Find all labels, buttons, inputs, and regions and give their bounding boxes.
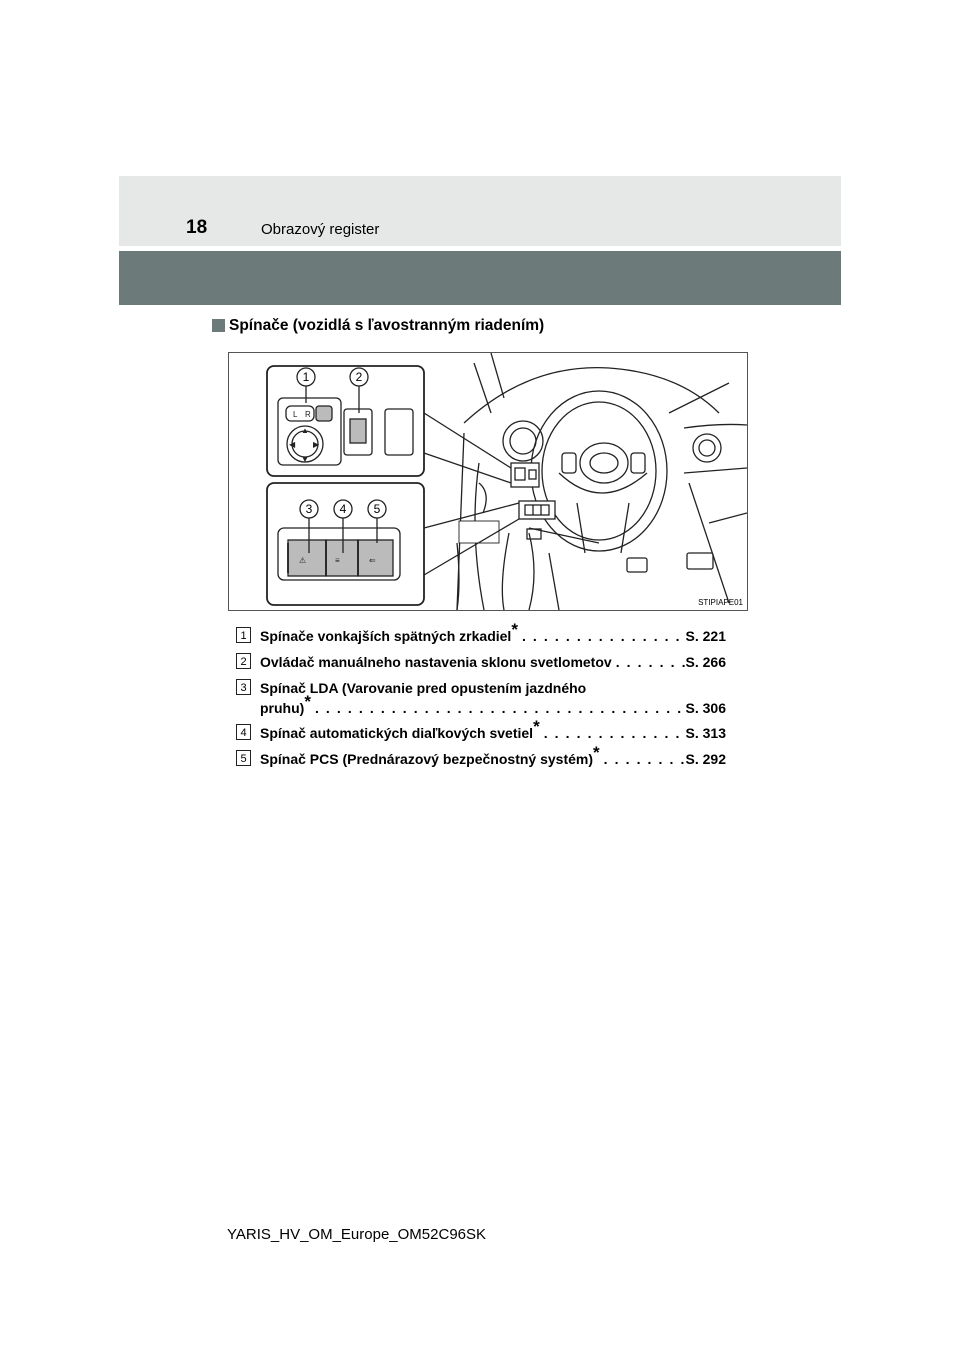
leader-dots xyxy=(311,698,686,718)
item-label: Spínač automatických diaľkových svetiel xyxy=(260,725,534,741)
asterisk-icon: * xyxy=(511,620,518,639)
svg-text:▲: ▲ xyxy=(301,426,309,435)
page-number: 18 xyxy=(186,217,208,238)
svg-text:L: L xyxy=(293,410,298,419)
callout-1: 1 xyxy=(302,370,310,384)
list-item xyxy=(236,678,726,718)
asterisk-icon: * xyxy=(533,717,540,736)
item-label: Spínače vonkajších spätných zrkadiel xyxy=(260,628,512,644)
svg-text:◀: ◀ xyxy=(289,440,296,449)
svg-text:R: R xyxy=(305,410,311,419)
list-item xyxy=(236,620,726,646)
svg-text:▼: ▼ xyxy=(301,455,309,464)
svg-text:≡: ≡ xyxy=(335,556,340,565)
callout-3: 3 xyxy=(305,502,313,516)
section-marker-icon xyxy=(212,319,225,332)
svg-text:⇐: ⇐ xyxy=(369,556,376,565)
page-ref[interactable]: S. 266 xyxy=(685,654,726,670)
asterisk-icon: * xyxy=(304,692,311,711)
svg-text:⚠: ⚠ xyxy=(299,556,307,565)
page-ref[interactable]: S. 306 xyxy=(685,700,726,716)
footer-doc-id: YARIS_HV_OM_Europe_OM52C96SK xyxy=(227,1226,487,1243)
section-title: Spínače (vozidlá s ľavostranným riadením) xyxy=(229,317,545,334)
leader-dots xyxy=(518,626,686,646)
item-number: 3 xyxy=(236,679,251,695)
item-label: Spínač LDA (Varovanie pred opustením jazdného xyxy=(260,680,587,696)
item-label-continued: pruhu) xyxy=(260,700,305,716)
dashboard-drawing xyxy=(229,353,747,610)
asterisk-icon: * xyxy=(593,743,600,762)
svg-text:▶: ▶ xyxy=(313,440,320,449)
callout-4: 4 xyxy=(339,502,347,516)
callout-5: 5 xyxy=(373,502,381,516)
item-number: 4 xyxy=(236,724,251,740)
chapter-title: Obrazový register xyxy=(261,221,380,238)
page-ref[interactable]: S. 313 xyxy=(685,725,726,741)
page-ref[interactable]: S. 221 xyxy=(685,628,726,644)
leader-dots xyxy=(540,723,686,743)
leader-dots xyxy=(600,749,686,769)
page-ref[interactable]: S. 292 xyxy=(685,751,726,767)
switches-illustration xyxy=(228,352,748,611)
list-item xyxy=(236,717,726,743)
header-band xyxy=(119,176,841,246)
item-label: Spínač PCS (Prednárazový bezpečnostný systém) xyxy=(260,751,593,767)
callout-2: 2 xyxy=(355,370,363,384)
list-item xyxy=(236,743,726,769)
figure-code: STIPIAPE01 xyxy=(698,598,743,607)
list-item xyxy=(236,652,726,672)
item-label: Ovládač manuálneho nastavenia sklonu svetlometov xyxy=(260,654,612,670)
leader-dots xyxy=(612,652,686,672)
item-number: 2 xyxy=(236,653,251,669)
header-dark-band xyxy=(119,251,841,305)
item-number: 1 xyxy=(236,627,251,643)
item-number: 5 xyxy=(236,750,251,766)
